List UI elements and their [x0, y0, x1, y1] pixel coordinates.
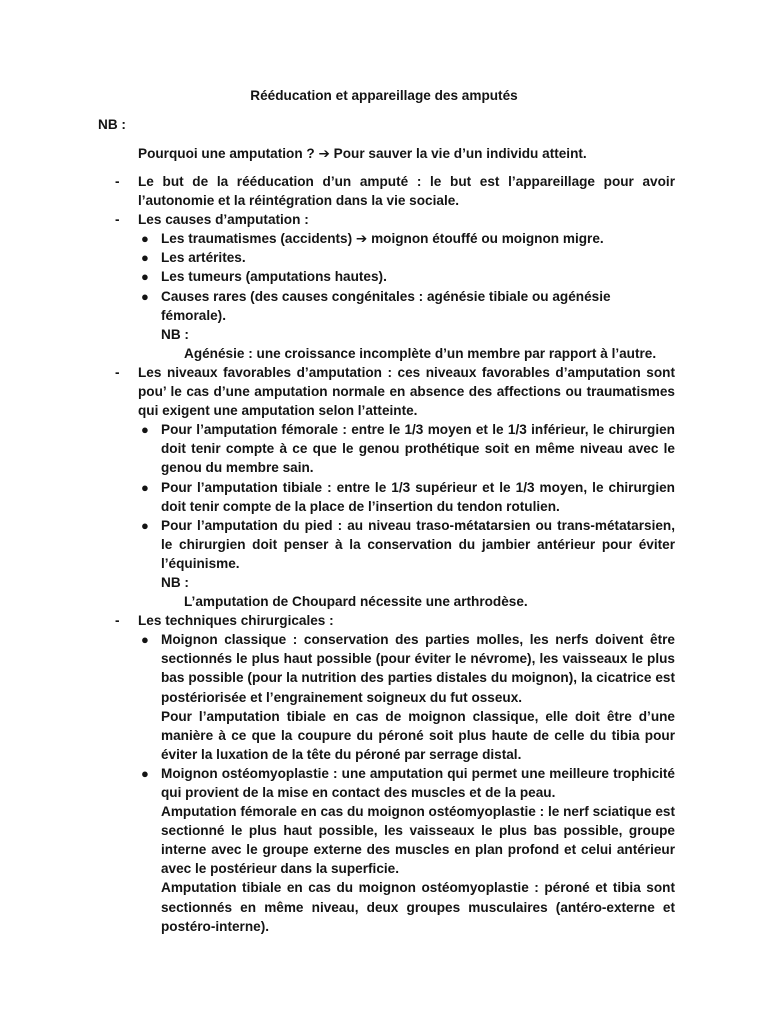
bullet-item: ● Les artérites. [161, 248, 675, 267]
technique-paragraph: Amputation fémorale en cas du moignon ostéomyoplastie : le nerf sciatique est sectionné le plus haut possible, les vaisseaux le plus bas possible, groupe interne avec le groupe externe des muscles en plan profond et celui antérieur avec le postérieur dans la superficie. [161, 804, 675, 877]
bullet-icon: ● [141, 517, 149, 533]
document-title: Rééducation et appareillage des amputés [250, 88, 518, 103]
item-text: Les niveaux favorables d’amputation : ces niveaux favorables d’amputation sont pou’ le cas d’une amputation normale en absence des affections ou traumatismes qui exigent une amputation selon l’atteinte. [138, 364, 675, 419]
list-item-causes [115, 210, 675, 363]
list-item-levels [115, 363, 675, 611]
item-text: Les techniques chirurgicales : [138, 613, 334, 629]
bullet-list [141, 229, 675, 363]
technique-osteomyoplasty [141, 764, 675, 936]
dash-marker: - [115, 613, 120, 629]
item-text: Le but de la rééducation d’un amputé : le but est l’appareillage pour avoir l’autonomie et la réintégration dans la vie sociale. [138, 174, 675, 209]
nb-note: L’amputation de Choupard nécessite une arthrodèse. [184, 594, 528, 610]
list-item-techniques [115, 611, 675, 936]
bullet-icon: ● [141, 422, 149, 438]
bullet-icon: ● [141, 632, 149, 648]
bullet-icon: ● [141, 765, 149, 781]
bullet-item: ● Causes rares (des causes congénitales : agénésie tibiale ou agénésie fémorale). [141, 288, 611, 323]
nb-label: NB : [161, 326, 189, 342]
technique-classic [141, 630, 675, 764]
technique-paragraph: Moignon classique : conservation des parties molles, les nerfs doivent être sectionnés le plus haut possible (pour éviter le névrome), les vaisseaux le plus bas possible (pour la nutrition des parties distales du moignon), la cicatrice est postériorisée et l’engrainement soigneux du fut osseux. [161, 632, 675, 705]
intro-line: Pourquoi une amputation ? ➔ Pour sauver la vie d’un individu atteint. [138, 146, 587, 161]
nb-label: NB : [98, 117, 126, 132]
bullet-item: ● Pour l’amputation du pied : au niveau traso-métatarsien ou trans-métatarsien, le chirurgien doit penser à la conservation du jambier antérieur pour éviter l’équinisme. [141, 517, 675, 571]
main-list [115, 172, 675, 936]
technique-paragraph: Moignon ostéomyoplastie : une amputation qui permet une meilleure trophicité qui provient de la mise en contact des muscles et de la peau. [161, 765, 675, 800]
bullet-item: ● Les traumatismes (accidents) ➔ moignon étouffé ou moignon migre. [161, 229, 675, 248]
bullet-icon: ● [141, 269, 149, 285]
bullet-item: ● Pour l’amputation fémorale : entre le 1/3 moyen et le 1/3 inférieur, le chirurgien doit tenir compte à ce que le genou prothétique soit en même niveau avec le genou du membre sain. [141, 422, 675, 476]
bullet-list [141, 420, 675, 611]
dash-marker: - [115, 364, 120, 380]
nb-label: NB : [161, 574, 189, 590]
technique-paragraph: Pour l’amputation tibiale en cas de moignon classique, elle doit être d’une manière à ce que la coupure du péroné soit plus haute de celle du tibia pour éviter la luxation de la tête du péroné par serrage distal. [161, 708, 675, 762]
bullet-icon: ● [141, 231, 149, 247]
technique-paragraph: Amputation tibiale en cas du moignon ostéomyoplastie : péroné et tibia sont sectionnés en même niveau, deux groupes musculaires (antéro-externe et postéro-interne). [161, 880, 675, 934]
bullet-item: ● Les tumeurs (amputations hautes). [161, 267, 675, 286]
dash-marker: - [115, 174, 120, 189]
item-text: Les causes d’amputation : [138, 212, 309, 228]
bullet-icon: ● [141, 479, 149, 495]
list-item-goal [115, 172, 675, 210]
bullet-icon: ● [141, 250, 149, 266]
bullet-icon: ● [141, 288, 149, 304]
nb-note: Agénésie : une croissance incomplète d’un membre par rapport à l’autre. [184, 345, 657, 361]
bullet-item: ● Pour l’amputation tibiale : entre le 1/3 supérieur et le 1/3 moyen, le chirurgien doit tenir compte de la place de l’insertion du tendon rotulien. [141, 479, 675, 514]
bullet-list [141, 630, 675, 936]
dash-marker: - [115, 212, 120, 228]
